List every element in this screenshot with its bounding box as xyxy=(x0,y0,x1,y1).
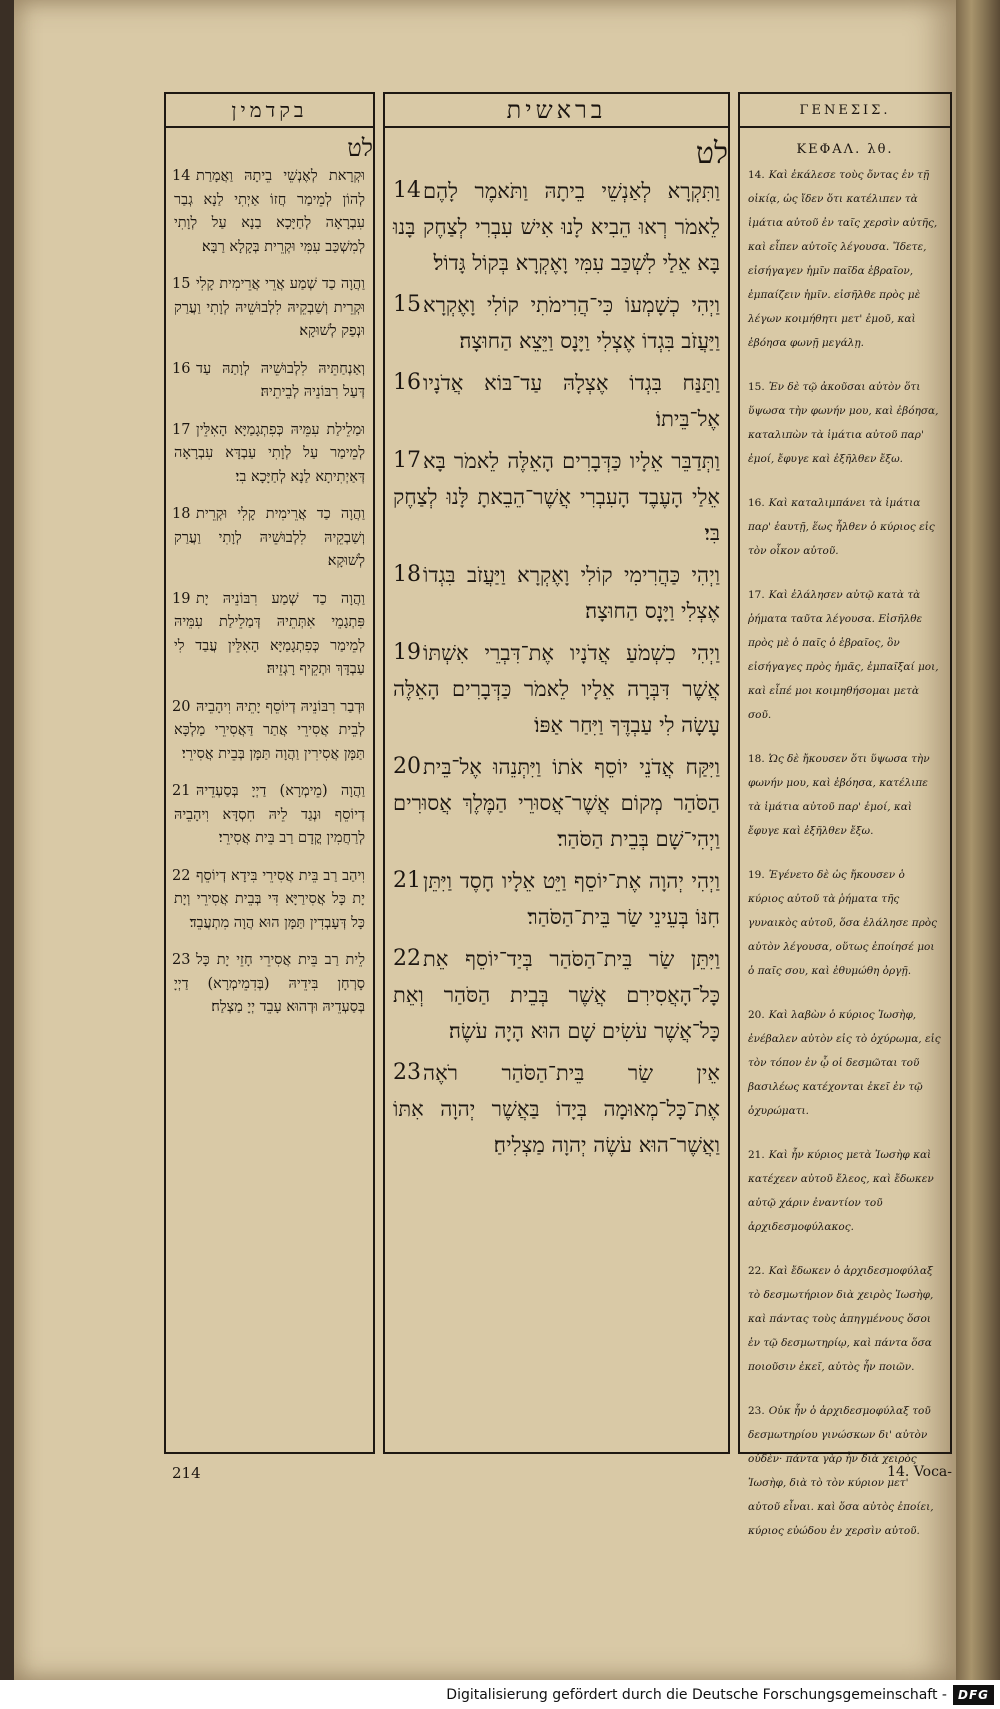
verse-text: וַהֲוָה כַד אֲרֵימִית קָלִי וּקְרֵית וְשַׁבְקֵיהּ לִלְבוּשֵׁיהּ לְוָתִי וַעֲרַק לְשׁוּקָא׃ xyxy=(174,506,365,569)
verse xyxy=(393,287,720,359)
text-frame xyxy=(164,92,952,1692)
verse-number: 21 xyxy=(172,783,191,799)
digitization-bar xyxy=(0,1680,1000,1709)
verse-text: וַהֲוָה כַד שְׁמַע רִבּוֹנֵיהּ יָת פִּתְגָמֵי אִתְּתֵיהּ דְּמַלֵילַת עִמֵּיהּ לְמֵימַר כְּפִתְגָמַיָּא הָאִלֵּין עֲבַד לִי עַבְדָּךְ וּתְקֵיף רָגְזֵיהּ׃ xyxy=(174,590,365,677)
verse-number: 18 xyxy=(172,506,191,522)
verse xyxy=(393,365,720,437)
verse xyxy=(748,163,942,355)
verse-number: 17 xyxy=(393,448,421,473)
verse-number: 17. xyxy=(748,589,765,601)
verse-number: 18. xyxy=(748,753,765,765)
verse-number: 17 xyxy=(172,421,191,438)
greek-chapter-heading: ΚΕΦΑΛ. λθ. xyxy=(796,142,894,157)
dfg-logo: DFG xyxy=(953,1685,994,1705)
verse xyxy=(174,165,365,259)
verse-number: 15. xyxy=(748,381,765,393)
verse-number: 14. xyxy=(748,169,765,181)
verse-number: 16 xyxy=(393,370,421,395)
verse-text: וּדְבַר רִבּוֹנֵיהּ דְיוֹסֵף יָתֵיהּ וִיהָבֵיהּ לְבֵית אֲסִירֵי אֲתַר דַּאֲסִירֵי מַלְכָּא תַּמָּן אֲסִירִין וַהֲוָה תַּמָּן בְּבֵית אֲסִירֵי׃ xyxy=(174,698,365,762)
verse xyxy=(174,273,365,344)
hebrew-column xyxy=(383,92,730,1454)
verse-text: Καὶ ἐλάλησεν αὐτῷ κατὰ τὰ ῥήματα ταῦτα λέγουσα. Εἰσῆλθε πρὸς μὲ ὁ παῖς ὁ ἑβραῖος, ὃν εἰσήγαγες πρὸς ἡμᾶς, ἐμπαῖξαί μοι, καὶ εἶπέ μοι κοιμηθήσομαι μετὰ σοῦ. xyxy=(748,589,939,721)
verse-text: וַיְהִי כִשְׁמֹעַ אֲדֹנָיו אֶת־דִּבְרֵי אִשְׁתּוֹ אֲשֶׁר דִּבְּרָה אֵלָיו לֵאמֹר כַּדְּבָרִים הָאֵלֶּה עָשָׂה לִי עַבְדֶּךָ וַיִּחַר אַפּוֹ׃ xyxy=(393,641,720,737)
verse-number: 20 xyxy=(172,698,191,715)
verse-text: וַהֲוָה (מֵימְרָא) דַיְיָ בְּסַעְדֵיהּ דְיוֹסֵף וּנְגַד לֵיהּ חִסְדָּא וִיהָבֵיהּ לְרַחֲמִין קֳדָם רַב בֵּית אֲסִירֵי׃ xyxy=(174,783,365,846)
verse-text: וַיְהִי כְשָׁמְעוֹ כִּי־הֲרִימֹתִי קוֹלִי וָאֶקְרָא וַיַּעֲזֹב בִּגְדוֹ אֶצְלִי וַיָּנָס וַיֵּצֵא הַחוּצָה׃ xyxy=(423,293,720,353)
verse xyxy=(748,375,942,471)
verse-text: Ὡς δὲ ἤκουσεν ὅτι ὕψωσα τὴν φωνήν μου, καὶ ἐβόησα, κατέλιπε τὰ ἱμάτια αὐτοῦ παρ' ἐμοί, καὶ ἔφυγε καὶ ἐξῆλθεν ἔξω. xyxy=(748,753,930,837)
verse-number: 19. xyxy=(748,869,765,881)
digitization-credit: Digitalisierung gefördert durch die Deutsche Forschungsgemeinschaft - xyxy=(446,1686,947,1703)
verse-number: 19 xyxy=(393,640,421,665)
verse-number: 23 xyxy=(172,952,191,968)
hebrew-header: בראשית xyxy=(385,94,728,128)
verse xyxy=(393,863,720,935)
page-footer xyxy=(164,1462,952,1488)
verse xyxy=(748,1143,942,1239)
book-page xyxy=(14,0,956,1680)
greek-verses xyxy=(740,163,950,1543)
verse xyxy=(748,1259,942,1379)
greek-header: ΓΕΝΕΣΙΣ. xyxy=(740,94,950,128)
verse-text: Καὶ καταλιμπάνει τὰ ἱμάτια παρ' ἑαυτῇ, ἕως ἦλθεν ὁ κύριος εἰς τὸν οἶκον αὐτοῦ. xyxy=(748,497,935,557)
verse xyxy=(174,588,365,682)
verse-text: וַיִּתֵּן שַׂר בֵּית־הַסֹּהַר בְּיַד־יוֹסֵף אֵת כָּל־הָאֲסִירִם אֲשֶׁר בְּבֵית הַסֹּהַר וְאֵת כָּל־אֲשֶׁר עֹשִׂים שָׁם הוּא הָיָה עֹשֶׂה׃ xyxy=(393,947,720,1043)
verse-text: וַתַּנַּח בִּגְדוֹ אֶצְלָהּ עַד־בּוֹא אֲדֹנָיו אֶל־בֵּיתוֹ׃ xyxy=(423,371,720,431)
verse-text: וּמַלֵילַת עִמֵּיהּ כְּפִתְגָמַיָּא הָאִלֵּין לְמֵימַר עַל לְוָתִי עַבְדָּא עִבְרָאָה דְּאַיְתִיתָא לַנָא לְחַיָּכָא בִי׃ xyxy=(174,421,365,485)
verse xyxy=(393,941,720,1049)
verse xyxy=(393,749,720,857)
verse xyxy=(174,358,365,405)
verse xyxy=(174,696,365,767)
verse-text: וַהֲוָה כַד שְׁמַע אֲרֵי אֲרֵימִית קָלִי וּקְרֵית וְשַׁבְקֵיהּ לִלְבוּשֵׁיהּ לְוָתִי וַעֲרַק וּנְפַק לְשׁוּקָא׃ xyxy=(174,276,365,339)
verse-number: 14 xyxy=(393,178,421,203)
verse xyxy=(748,583,942,727)
verse xyxy=(174,949,365,1020)
verse-number: 16 xyxy=(172,360,191,377)
verse xyxy=(748,1003,942,1123)
verse-number: 21 xyxy=(393,868,421,893)
verse-text: וַתְּדַבֵּר אֵלָיו כַּדְּבָרִים הָאֵלֶּה לֵאמֹר בָּא אֵלַי הָעֶבֶד הָעִבְרִי אֲשֶׁר־הֵבֵאתָ לָּנוּ לְצַחֶק בִּי׃ xyxy=(393,449,720,545)
verse-number: 23 xyxy=(393,1060,421,1085)
verse-text: לֵית רַב בֵּית אֲסִירֵי חָזֵי יָת כָּל סָרְחָן בִּידֵיהּ (בְּדִמֵימְרָא) דַיְיָ בְּסַעְדֵיהּ וּדְהוּא עָבֵד יְיָ מַצְלַח׃ xyxy=(174,952,365,1015)
verse-text: Ἐγένετο δὲ ὡς ἤκουσεν ὁ κύριος αὐτοῦ τὰ ῥήματα τῆς γυναικὸς αὐτοῦ, ὅσα ἐλάλησε πρὸς αὐτὸν λέγουσα, οὕτως ἐποίησέ μοι ὁ παῖς σου, καὶ ἐθυμώθη ὀργῇ. xyxy=(748,869,937,977)
verse-number: 23. xyxy=(748,1405,765,1417)
verse xyxy=(393,635,720,743)
onkelos-header: בקדמין xyxy=(166,94,373,128)
verse xyxy=(748,747,942,843)
verse-number: 22 xyxy=(172,867,191,884)
verse-text: Καὶ λαβὼν ὁ κύριος Ἰωσὴφ, ἐνέβαλεν αὐτὸν εἰς τὸ ὀχύρωμα, εἰς τὸν τόπον ἐν ᾧ οἱ δεσμῶται τοῦ βασιλέως κατέχονται ἐκεῖ ἐν τῷ ὀχυρώματι. xyxy=(748,1009,941,1117)
page-number: 214 xyxy=(172,1464,201,1482)
verse-text: וַיְהִי יְהוָה אֶת־יוֹסֵף וַיֵּט אֵלָיו חָסֶד וַיִּתֵּן חִנּוֹ בְּעֵינֵי שַׂר בֵּית־הַסֹּהַר׃ xyxy=(423,869,720,929)
verse xyxy=(174,780,365,851)
verse-number: 16. xyxy=(748,497,765,509)
verse-text: אֵין שַׂר בֵּית־הַסֹּהַר רֹאֶה אֶת־כָּל־מְאוּמָה בְּיָדוֹ בַּאֲשֶׁר יְהוָה אִתּוֹ וַאֲשֶׁר־הוּא עֹשֶׂה יְהוָה מַצְלִיחַ׃ xyxy=(393,1061,720,1157)
verse xyxy=(748,863,942,983)
onkelos-verses xyxy=(166,165,373,1020)
verse xyxy=(393,173,720,281)
verse-text: וְאַנְחַתֵּיהּ לִלְבוּשֵׁיהּ לְוָתַהּ עַד דְּעַל רִבּוֹנֵיהּ לְבֵיתֵיהּ׃ xyxy=(196,360,365,400)
page-edge xyxy=(956,0,1000,1680)
verse xyxy=(174,419,365,490)
verse xyxy=(174,503,365,574)
verse-text: וַתִּקְרָא לְאַנְשֵׁי בֵיתָהּ וַתֹּאמֶר לָהֶם לֵאמֹר רְאוּ הֵבִיא לָנוּ אִישׁ עִבְרִי לְצַחֶק בָּנוּ בָּא אֵלַי לִשְׁכַּב עִמִּי וָאֶקְרָא בְּקוֹל גָּדוֹל׃ xyxy=(393,179,720,275)
verse-text: וַיִּקַּח אֲדֹנֵי יוֹסֵף אֹתוֹ וַיִּתְּנֵהוּ אֶל־בֵּית הַסֹּהַר מְקוֹם אֲשֶׁר־אֲסוּרֵי הַמֶּלֶךְ אֲסוּרִים וַיְהִי־שָׁם בְּבֵית הַסֹּהַר׃ xyxy=(393,755,720,851)
hebrew-verses xyxy=(385,173,728,1163)
hebrew-chapter-number: לט xyxy=(695,136,728,171)
verse-number: 14 xyxy=(172,168,191,184)
verse-number: 15 xyxy=(172,276,191,292)
verse-number: 20. xyxy=(748,1009,765,1021)
verse-text: וַיְהִי כַּהֲרִימִי קוֹלִי וָאֶקְרָא וַיַּעֲזֹב בִּגְדוֹ אֶצְלִי וַיָּנָס הַחוּצָה׃ xyxy=(423,563,720,623)
verse-number: 15 xyxy=(393,292,421,317)
verse-number: 21. xyxy=(748,1149,765,1161)
verse-number: 20 xyxy=(393,754,421,779)
verse-text: וִיהַב רַב בֵּית אֲסִירֵי בִּידָא דְיוֹסֵף יָת כָּל אֲסִירַיָּא דִּי בְּבֵית אֲסִירֵי וְיָת כָּל דְּעָבְדִין תַּמָּן הוּא הֲוָה מִתְעֲבֵד׃ xyxy=(174,867,365,931)
onkelos-column xyxy=(164,92,375,1454)
onkelos-chapter-number: לט xyxy=(347,134,373,162)
verse-text: Ἐν δὲ τῷ ἀκοῦσαι αὐτὸν ὅτι ὕψωσα τὴν φωνήν μου, καὶ ἐβόησα, καταλιπὼν τὰ ἱμάτια αὐτοῦ παρ' ἐμοί, ἔφυγε καὶ ἐξῆλθεν ἔξω. xyxy=(748,381,939,465)
verse-number: 22 xyxy=(393,946,421,971)
catchword: 14. Voca- xyxy=(887,1464,952,1480)
verse-number: 19 xyxy=(172,590,191,607)
verse-text: וּקְרָאת לְאֶנְשֵׁי בֵיתָהּ וַאֲמָרַת לְהוֹן לְמֵימַר חֲזוֹ אַיְתִי לַנָא גְבַר עִבְרָאָה לְחַיָּכָא בַנָא עַל לְוָתִי לְמִשְׁכַּב עִמִּי וּקְרֵית בְּקָלָא רַבָּא׃ xyxy=(174,168,365,255)
verse-number: 22. xyxy=(748,1265,765,1277)
verse xyxy=(174,865,365,936)
verse xyxy=(393,557,720,629)
verse-text: Καὶ ἦν κύριος μετὰ Ἰωσὴφ καὶ κατέχεεν αὐτοῦ ἔλεος, καὶ ἔδωκεν αὐτῷ χάριν ἐναντίον τοῦ ἀρχιδεσμοφύλακος. xyxy=(748,1149,934,1233)
verse xyxy=(393,443,720,551)
verse-number: 18 xyxy=(393,562,421,587)
verse-text: Καὶ ἔδωκεν ὁ ἀρχιδεσμοφύλαξ τὸ δεσμωτήριον διὰ χειρὸς Ἰωσὴφ, καὶ πάντας τοὺς ἀπηγμένους ὅσοι ἐν τῷ δεσμωτηρίῳ, καὶ πάντα ὅσα ποιοῦσιν ἐκεῖ, αὐτὸς ἦν ποιῶν. xyxy=(748,1265,934,1373)
verse xyxy=(393,1055,720,1163)
verse-text: Καὶ ἐκάλεσε τοὺς ὄντας ἐν τῇ οἰκίᾳ, ὡς ἴδεν ὅτι κατέλιπεν τὰ ἱμάτια αὐτοῦ ἐν ταῖς χερσὶν αὐτῆς, καὶ εἶπεν αὐτοῖς λέγουσα. Ἴδετε, εἰσήγαγεν ἡμῖν παῖδα ἑβραῖον, ἐμπαίζειν ἡμῖν. εἰσῆλθε πρὸς μὲ λέγων κοιμήθητι μετ' ἐμοῦ, καὶ ἐβόησα φωνῇ μεγάλῃ. xyxy=(748,169,938,349)
verse xyxy=(748,491,942,563)
verse-text: Οὐκ ἦν ὁ ἀρχιδεσμοφύλαξ τοῦ δεσμωτηρίου γινώσκων δι' αὐτὸν οὐδὲν· πάντα γὰρ ἦν διὰ χειρὸς Ἰωσὴφ, διὰ τὸ τὸν κύριον μετ' αὐτοῦ εἶναι. καὶ ὅσα αὐτὸς ἐποίει, κύριος εὐώδου ἐν χερσὶν αὐτοῦ. xyxy=(748,1405,934,1537)
